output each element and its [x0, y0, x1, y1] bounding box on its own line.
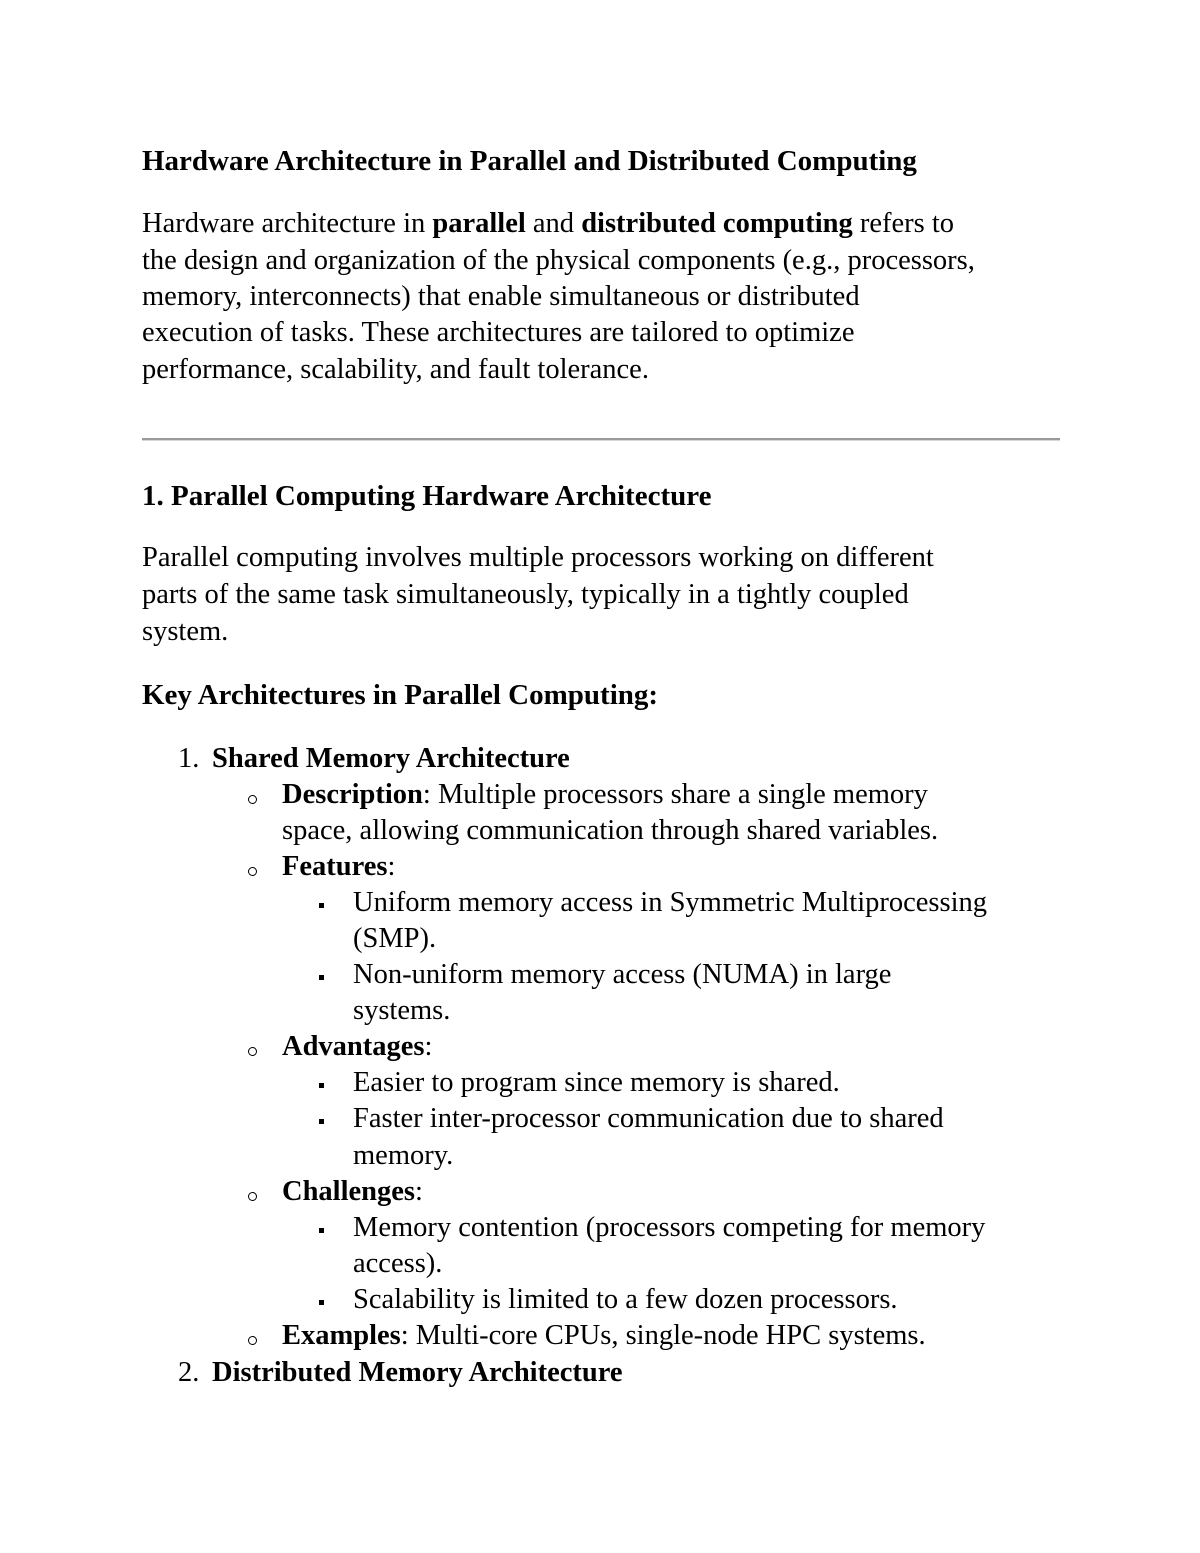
challenge-1-line-2: access). [353, 1248, 443, 1279]
section-1-heading: 1. Parallel Computing Hardware Architecture [142, 480, 712, 512]
list-number-2: 2. [178, 1357, 200, 1388]
intro-line-1: Hardware architecture in parallel and distributed computing refers to [142, 208, 955, 239]
intro-line-4: execution of tasks. These architectures are tailored to optimize [142, 317, 855, 348]
square-bullet [319, 1300, 324, 1305]
circle-bullet [248, 867, 257, 876]
term-parallel: parallel [432, 208, 526, 239]
circle-bullet [248, 1336, 257, 1345]
page-title: Hardware Architecture in Parallel and Distributed Computing [142, 145, 917, 177]
description-line-1: Description: Multiple processors share a single memory [282, 779, 928, 810]
circle-bullet [248, 1192, 257, 1201]
square-bullet [319, 975, 324, 980]
description-line-2: space, allowing communication through shared variables. [282, 815, 939, 846]
challenge-1-line-1: Memory contention (processors competing for memory [353, 1212, 986, 1243]
challenges-label: Challenges: [282, 1176, 423, 1207]
section-1-para-line-2: parts of the same task simultaneously, typically in a tightly coupled [142, 579, 909, 610]
circle-bullet [248, 795, 257, 804]
section-1-para-line-1: Parallel computing involves multiple processors working on different [142, 542, 934, 573]
square-bullet [319, 1083, 324, 1088]
square-bullet [319, 1119, 324, 1124]
list-item-1-title: Shared Memory Architecture [212, 743, 570, 774]
examples-line: Examples: Multi-core CPUs, single-node HPC systems. [282, 1320, 926, 1351]
intro-line-2: the design and organization of the physical components (e.g., processors, [142, 245, 975, 276]
intro-line-5: performance, scalability, and fault tolerance. [142, 354, 649, 385]
challenge-2-line-1: Scalability is limited to a few dozen processors. [353, 1284, 898, 1315]
square-bullet [319, 1228, 324, 1233]
advantage-2-line-2: memory. [353, 1140, 454, 1171]
list-item-2-title: Distributed Memory Architecture [212, 1357, 623, 1388]
section-1-para-line-3: system. [142, 616, 229, 647]
horizontal-divider [142, 438, 1060, 441]
feature-1-line-2: (SMP). [353, 923, 437, 954]
intro-line-3: memory, interconnects) that enable simultaneous or distributed [142, 281, 860, 312]
term-distributed-computing: distributed computing [581, 208, 853, 239]
feature-2-line-2: systems. [353, 995, 451, 1026]
advantage-1-line-1: Easier to program since memory is shared. [353, 1067, 840, 1098]
square-bullet [319, 903, 324, 908]
features-label: Features: [282, 851, 396, 882]
feature-2-line-1: Non-uniform memory access (NUMA) in large [353, 959, 892, 990]
advantage-2-line-1: Faster inter-processor communication due to shared [353, 1103, 944, 1134]
feature-1-line-1: Uniform memory access in Symmetric Multiprocessing [353, 887, 987, 918]
list-number-1: 1. [178, 743, 200, 774]
key-architectures-heading: Key Architectures in Parallel Computing: [142, 679, 659, 711]
advantages-label: Advantages: [282, 1031, 433, 1062]
circle-bullet [248, 1047, 257, 1056]
